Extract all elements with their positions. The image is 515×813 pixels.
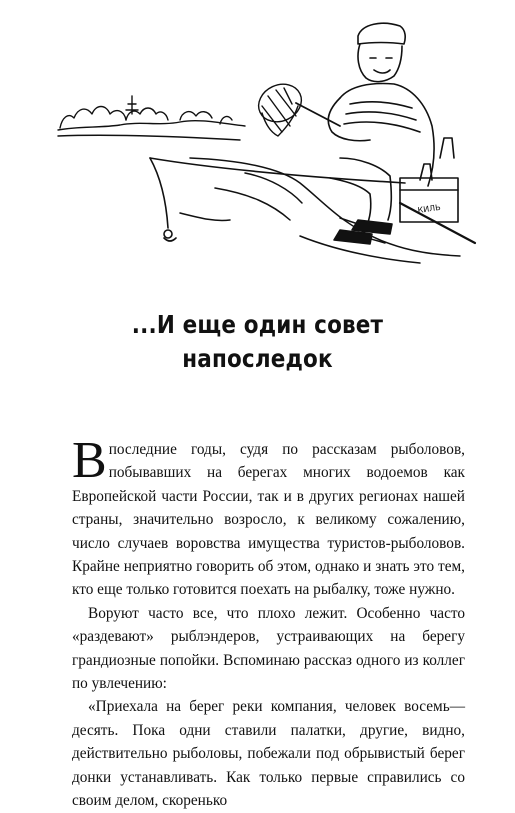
landing-net — [252, 77, 340, 136]
paragraph-2: Воруют часто все, что плохо лежит. Особенно часто «раздевают» рыблэндеров, устраивающих на берегу грандиозные попойки. Вспоминаю рассказ одного из коллег по увлечению: — [72, 604, 465, 693]
fisherman-illustration — [40, 8, 480, 273]
chapter-title-line-1: ...И еще один совет — [131, 310, 384, 339]
far-shore — [58, 96, 245, 130]
paragraph-1-text: последние годы, судя по рассказам рыболовов, побывавших на берегах многих водоемов как Европейской части России, так и в других регионах нашей страны, значительно возросло, к великому сожалению, число случаев воровства имущества туристов-рыболовов. Крайне неприятно говорить об этом, однако и знать это тем, кто еще только готовится поехать на рыбалку, тоже нужно. — [72, 441, 465, 599]
paragraph-1 — [72, 432, 465, 602]
fishing-rod — [150, 158, 475, 243]
chapter-title — [36, 308, 479, 376]
drop-cap: В — [72, 432, 107, 489]
box-label: КИЛЬ — [417, 202, 442, 215]
chapter-title-line-2: напоследок — [182, 344, 333, 373]
body-text — [72, 432, 465, 813]
paragraph-3: «Приехала на берег реки компания, человек восемь—десять. Пока одни ставили палатки, другие, видно, действительно рыболовы, побежали под обрывистый берег донки устанавливать. Как только первые справились со своим делом, скоренько — [72, 698, 465, 810]
